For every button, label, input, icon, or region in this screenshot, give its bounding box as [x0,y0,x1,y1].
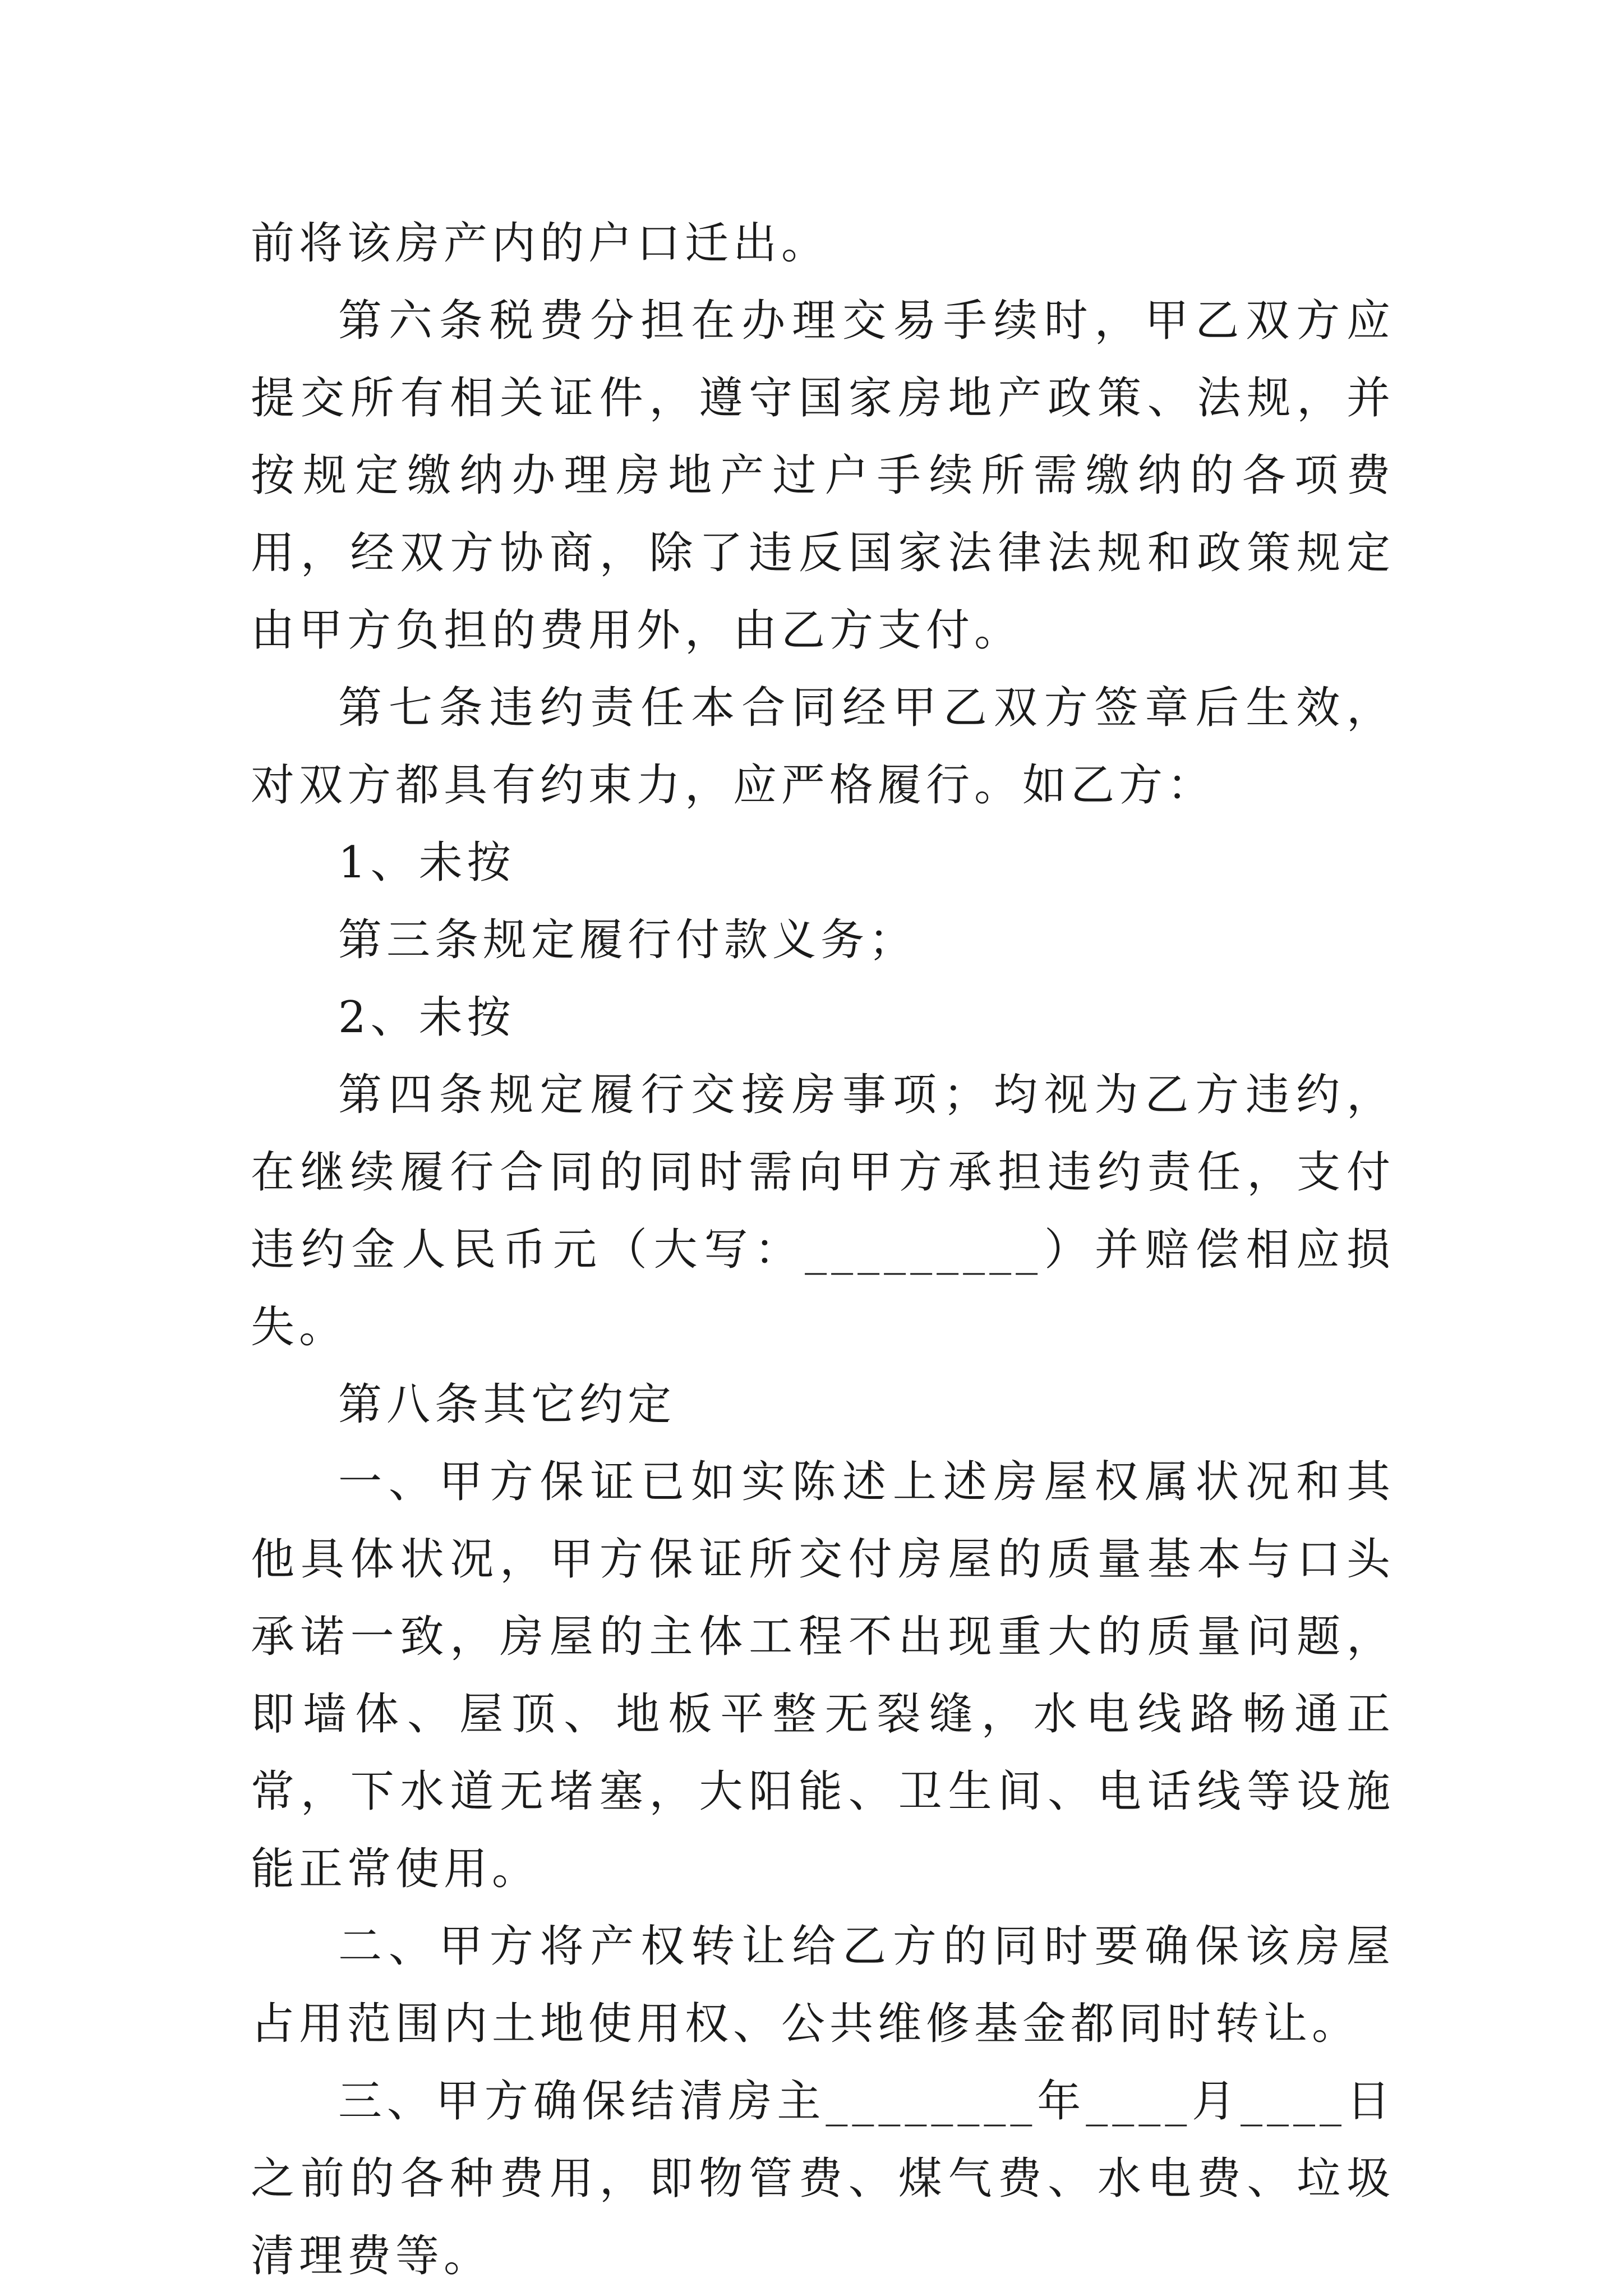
paragraph-article-7-liability: 第七条违约责任本合同经甲乙双方签章后生效，对双方都具有约束力，应严格履行。如乙方： [251,683,1395,811]
paragraph-article-3-reference: 第三条规定履行付款义务； [338,915,917,965]
paragraph-item-1: 1、未按 [338,838,515,888]
paragraph-clause-two: 二、甲方将产权转让给乙方的同时要确保该房屋占用范围内土地使用权、公共维修基金都同时转让。 [251,1921,1395,2049]
paragraph-clause-one: 一、甲方保证已如实陈述上述房屋权属状况和其他具体状况，甲方保证所交付房屋的质量基本与口头承诺一致，房屋的主体工程不出现重大的质量问题，即墙体、屋顶、地板平整无裂缝，水电线路畅通正常，下水道无堵塞，大阳能、卫生间、电话线等设施能正常使用。 [251,1457,1395,1894]
paragraph-article-4-reference: 第四条规定履行交接房事项；均视为乙方违约，在继续履行合同的同时需向甲方承担违约责任，支付违约金人民币元（大写：_________）并赔偿相应损失。 [251,1070,1395,1352]
paragraph-item-2: 2、未按 [338,992,515,1043]
paragraph-household-registration: 前将该房产内的户口迁出。 [251,218,830,269]
paragraph-article-8-heading: 第八条其它约定 [338,1379,676,1430]
paragraph-article-6-taxes: 第六条税费分担在办理交易手续时，甲乙双方应提交所有相关证件，遵守国家房地产政策、法规，并按规定缴纳办理房地产过户手续所需缴纳的各项费用，经双方协商，除了违反国家法律法规和政策规定由甲方负担的费用外，由乙方支付。 [251,296,1395,656]
paragraph-clause-three: 三、甲方确保结清房主________年____月____日之前的各种费用，即物管费、煤气费、水电费、垃圾清理费等。 [251,2076,1395,2281]
document-body [251,205,1395,2295]
